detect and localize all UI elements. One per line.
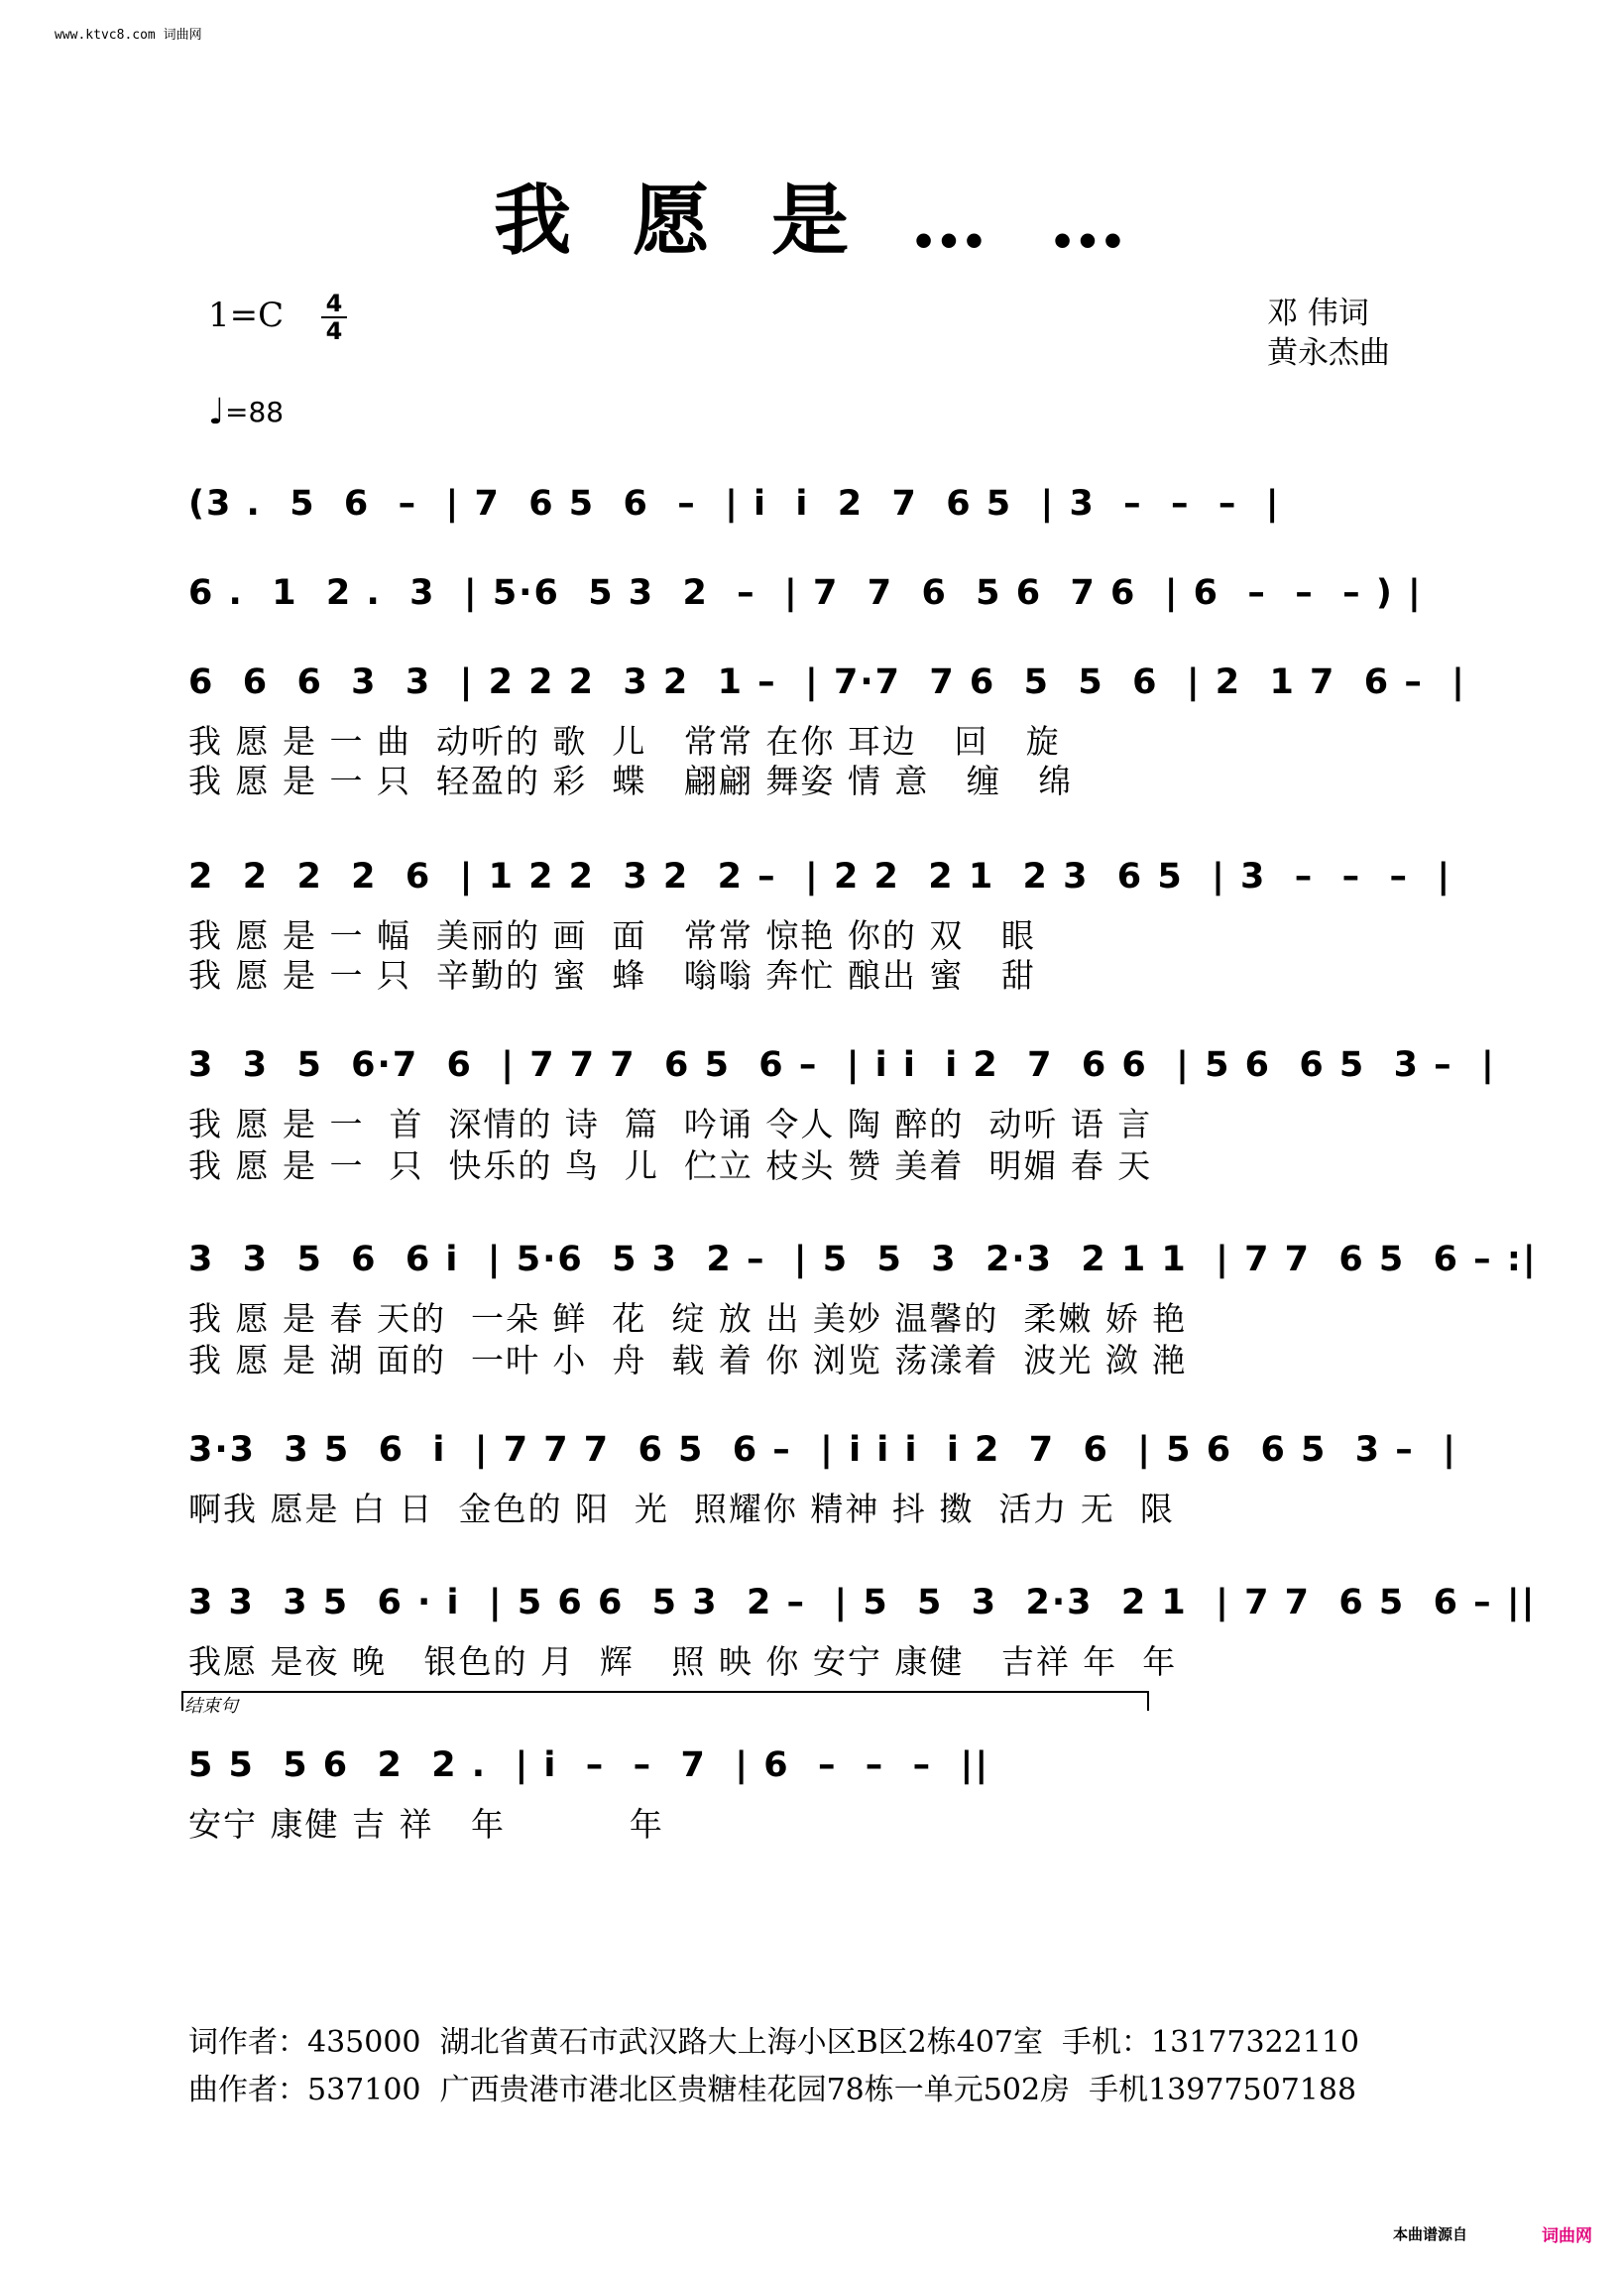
score-line-4: 2 2 2 2 6 | 1 2 2 3 2 2 – | 2 2 2 1 2 3 6 5 | 3 – – – | xyxy=(188,857,1452,897)
song-title: 我愿是…… xyxy=(493,176,1188,266)
time-sig-numerator: 4 xyxy=(325,290,343,317)
score-line-3: 6 6 6 3 3 | 2 2 2 3 2 1 – | 7·7 7 6 5 5 6 | 2 1 7 6 – | xyxy=(188,662,1466,702)
composer-contact: 曲作者：537100 广西贵港市港北区贵糖桂花园78栋一单元502房 手机13977507188 xyxy=(188,2073,1357,2107)
key-signature: 1=C xyxy=(208,296,285,335)
score-line-1: (3 . 5 6 – | 7 6 5 6 – | i i 2 7 6 5 | 3 – – – | xyxy=(188,484,1281,524)
score-line-5: 3 3 5 6·7 6 | 7 7 7 6 5 6 – | i i i 2 7 6 6 | 5 6 6 5 3 – | xyxy=(188,1045,1496,1085)
score-line-8: 3 3 3 5 6 · i | 5 6 6 5 3 2 – | 5 5 3 2·3 2 1 | 7 7 6 5 6 – || xyxy=(188,1583,1537,1622)
time-sig-denominator: 4 xyxy=(321,316,347,344)
lyric-line-5-verse-2: 我 愿 是 一 只 快乐的 鸟 儿 伫立 枝头 赞 美着 明媚 春 天 xyxy=(188,1146,1153,1185)
source-note: 本曲谱源自 xyxy=(1393,2225,1468,2243)
lyric-line-5-verse-1: 我 愿 是 一 首 深情的 诗 篇 吟诵 令人 陶 醉的 动听 语 言 xyxy=(188,1105,1153,1143)
lyricist-contact: 词作者：435000 湖北省黄石市武汉路大上海小区B区2栋407室 手机：13177322110 xyxy=(188,2025,1360,2060)
quarter-note-icon: ♩ xyxy=(208,392,225,432)
ending-bracket xyxy=(181,1691,1149,1711)
lyricist: 邓 伟词 xyxy=(1267,296,1369,331)
composer: 黄永杰曲 xyxy=(1267,335,1390,371)
ending-label: 结束句 xyxy=(184,1696,238,1717)
lyric-line-4-verse-1: 我 愿 是 一 幅 美丽的 画 面 常常 惊艳 你的 双 眼 xyxy=(188,916,1036,955)
ending-score-line: 5 5 5 6 2 2 . | i – – 7 | 6 – – – || xyxy=(188,1745,990,1785)
lyric-line-3-verse-1: 我 愿 是 一 曲 动听的 歌 儿 常常 在你 耳边 回 旋 xyxy=(188,722,1061,761)
ending-lyric-line: 安宁 康健 吉 祥 年 年 xyxy=(188,1805,664,1844)
lyric-line-4-verse-2: 我 愿 是 一 只 辛勤的 蜜 蜂 嗡嗡 奔忙 酿出 蜜 甜 xyxy=(188,956,1036,995)
left-watermark-strip xyxy=(2,0,14,2276)
right-watermark-strip xyxy=(1610,0,1622,2276)
lyric-line-7: 啊我 愿是 白 日 金色的 阳 光 照耀你 精神 抖 擞 活力 无 限 xyxy=(188,1490,1175,1528)
tempo-value: =88 xyxy=(224,396,285,428)
site-url[interactable]: www.ktvc8.com 词曲网 xyxy=(55,28,202,43)
lyric-line-3-verse-2: 我 愿 是 一 只 轻盈的 彩 蝶 翩翩 舞姿 情 意 缠 绵 xyxy=(188,762,1074,800)
score-line-6: 3 3 5 6 6 i | 5·6 5 3 2 – | 5 5 3 2·3 2 1 1 | 7 7 6 5 6 – :| xyxy=(188,1240,1538,1279)
tempo-marking xyxy=(208,392,284,432)
time-signature xyxy=(321,291,347,344)
score-line-2: 6 . 1 2 . 3 | 5·6 5 3 2 – | 7 7 6 5 6 7 6 | 6 – – – ) | xyxy=(188,573,1423,613)
score-line-7: 3·3 3 5 6 i | 7 7 7 6 5 6 – | i i i i 2 7 6 | 5 6 6 5 3 – | xyxy=(188,1430,1457,1470)
lyric-line-8: 我愿 是夜 晚 银色的 月 辉 照 映 你 安宁 康健 吉祥 年 年 xyxy=(188,1642,1178,1681)
lyric-line-6-verse-2: 我 愿 是 湖 面的 一叶 小 舟 载 着 你 浏览 荡漾着 波光 潋 滟 xyxy=(188,1341,1188,1379)
brand-logo[interactable]: 词曲网 xyxy=(1542,2226,1592,2246)
credits xyxy=(1267,294,1390,373)
lyric-line-6-verse-1: 我 愿 是 春 天的 一朵 鲜 花 绽 放 出 美妙 温馨的 柔嫩 娇 艳 xyxy=(188,1299,1188,1338)
